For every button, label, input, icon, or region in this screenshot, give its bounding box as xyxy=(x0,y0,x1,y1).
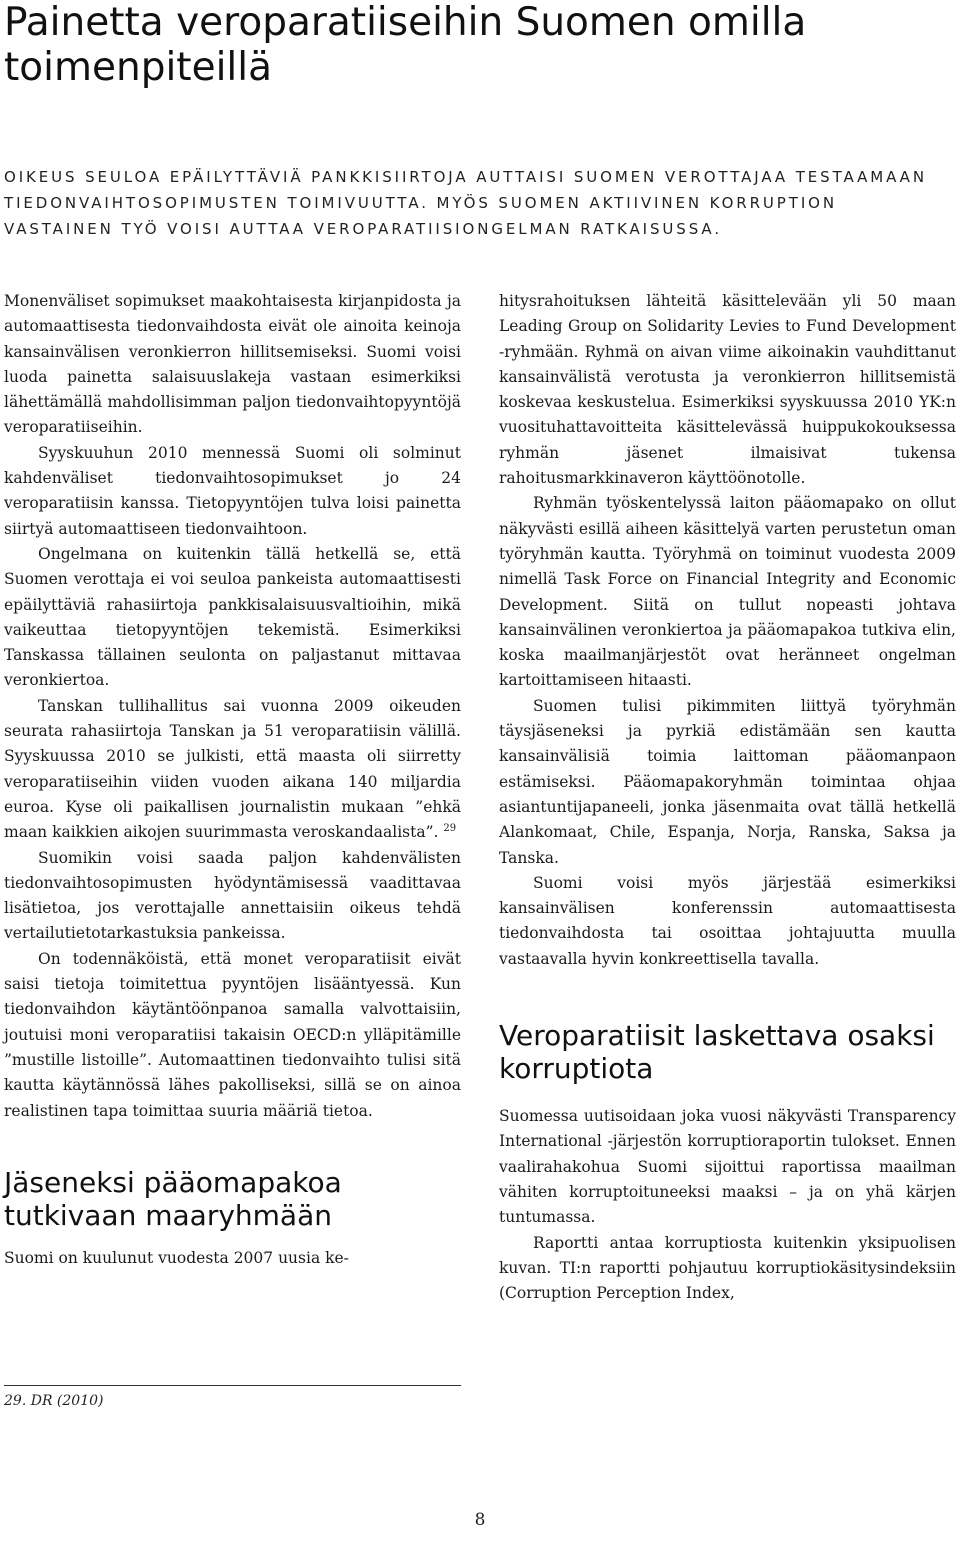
right-column xyxy=(499,289,956,1306)
body-paragraph xyxy=(4,694,461,846)
left-column xyxy=(4,289,461,1271)
body-paragraph: Ongelmana on kuitenkin tällä hetkellä se, että Suomen verottaja ei voi seuloa pankeista automaattisesti epäilyttäviä rahasiirtoja pankkisalaisuusvaltioihin, mikä vaikeuttaa tietopyyntöjen tekemistä. Esimerkiksi Tanskassa tällainen seulonta on paljastanut mittavaa veronkiertoa. xyxy=(4,544,461,690)
body-paragraph: Raportti antaa korruptiosta kuitenkin yksipuolisen kuvan. TI:n raportti pohjautuu korruptiokäsitysindeksiin (Corruption Perception Index, xyxy=(499,1233,956,1303)
paragraph-text: Tanskan tullihallitus sai vuonna 2009 oikeuden seurata rahasiirtoja Tanskan ja 51 veroparatiisin välillä. Syyskuussa 2010 se julkisti, että maasta oli siirretty veroparatiiseihin viiden vuoden aikana 140 miljardia euroa. Kyse oli paikallisen journalistin mukaan ”ehkä maan kaikkien aikojen suurimmasta veroskandaalista”. xyxy=(4,696,461,842)
body-paragraph: On todennäköistä, että monet veroparatiisit eivät saisi tietoja toimitettua pyyntöjen lisääntyessä. Kun tiedonvaihdon käytäntöönpanoa samalla valvottaisiin, joutuisi moni veroparatiisi takaisin OECD:n ylläpitämille ”mustille listoille”. Automaattinen tiedonvaihto tulisi sitä kautta käytännössä lähes pakolliseksi, sillä se on ainoa realistinen tapa toimittaa suuria määriä tietoa. xyxy=(4,949,461,1120)
footnote: 29. DR (2010) xyxy=(4,1393,104,1409)
footnote-reference: 29 xyxy=(443,823,457,835)
section-heading: Jäseneksi pääomapakoa tutkivaan maaryhmään xyxy=(4,1165,342,1232)
footnote-divider xyxy=(4,1385,461,1386)
body-paragraph: Suomikin voisi saada paljon kahdenvälisten tiedonvaihtosopimusten hyödyntämisessä vaadittavaa lisätietoa, jos verottajalle annettaisiin oikeus tehdä vertailutietotarkastuksia pankeissa. xyxy=(4,848,461,943)
body-paragraph: Ryhmän työskentelyssä laiton pääomapako on ollut näkyvästi esillä aiheen käsittelyä varten perustetun oman työryhmän kautta. Työryhmä on toiminut vuodesta 2009 nimellä Task Force on Financial Integrity and Economic Development. Siitä on tullut nopeasti johtava kansainvälinen veronkiertoa ja pääomapakoa tutkiva elin, koska maailmanjärjestöt ovat heränneet ongelman kartoittamiseen hitaasti. xyxy=(499,494,956,690)
body-paragraph: Suomen tulisi pikimmiten liittyä työryhmän täysjäseneksi ja pyrkiä edistämään sen kautta kansainvälisiä toimia laittoman pääomanpaon estämiseksi. Pääomapakoryhmän toimintaa ohjaa asiantuntijapaneeli, jonka jäsenmaita ovat tällä hetkellä Alankomaat, Chile, Espanja, Norja, Ranska, Saksa ja Tanska. xyxy=(499,696,956,867)
body-paragraph: Monenväliset sopimukset maakohtaisesta kirjanpidosta ja automaattisesta tiedonvaihdosta eivät ole ainoita keinoja kansainvälisen veronkierron hillitsemiseksi. Suomi voisi luoda painetta salaisuuslakeja vastaan esimerkiksi lähettämällä mahdollisimman paljon tiedonvaihtopyyntöjä veroparatiiseihin. xyxy=(4,292,461,437)
page-title: Painetta veroparatiiseihin Suomen omilla toimenpiteillä xyxy=(4,0,807,90)
page-number: 8 xyxy=(474,1510,486,1530)
body-paragraph: Suomi on kuulunut vuodesta 2007 uusia ke- xyxy=(4,1248,349,1267)
body-paragraph: Suomessa uutisoidaan joka vuosi näkyvästi Transparency International -järjestön korruptioraportin tulokset. Ennen vaalirahakohua Suomi sijoittui raportissa maailman vähiten korruptoituneeksi maaksi – ja on yhä kärjen tuntumassa. xyxy=(499,1107,956,1227)
body-paragraph: Suomi voisi myös järjestää esimerkiksi kansainvälisen konferenssin automaattisesta tiedonvaihdosta tai osoittaa johtajuutta muulla vastaavalla hyvin konkreettisella tavalla. xyxy=(499,873,956,968)
section-heading: Veroparatiisit laskettava osaksi korruptiota xyxy=(499,1019,935,1086)
lead-paragraph: OIKEUS SEULOA EPÄILYTTÄVIÄ PANKKISIIRTOJA AUTTAISI SUOMEN VEROTTAJAA TESTAAMAAN TIEDONVAIHTOSOPIMUSTEN TOIMIVUUTTA. MYÖS SUOMEN AKTIIVINEN KORRUPTION VASTAINEN TYÖ VOISI AUTTAA VEROPARATIISIONGELMAN RATKAISUSSA. xyxy=(4,168,927,238)
body-paragraph: hitysrahoituksen lähteitä käsittelevään yli 50 maan Leading Group on Solidarity Levies to Fund Development -ryhmään. Ryhmä on aivan viime aikoinakin vauhdittanut kansainvälistä verotusta ja veronkierron hillitsemistä koskevaa keskustelua. Esimerkiksi syyskuussa 2010 YK:n vuosituhattavoitteita käsittelevässä huippukokouksessa ryhmän jäsenet ilmaisivat tukensa rahoitusmarkkinaveron käyttöönotolle. xyxy=(499,292,956,488)
body-paragraph: Syyskuuhun 2010 mennessä Suomi oli solminut kahdenväliset tiedonvaihtosopimukset jo 24 veroparatiisin kanssa. Tietopyyntöjen tulva loisi painetta siirtyä automaattiseen tiedonvaihtoon. xyxy=(4,443,461,538)
